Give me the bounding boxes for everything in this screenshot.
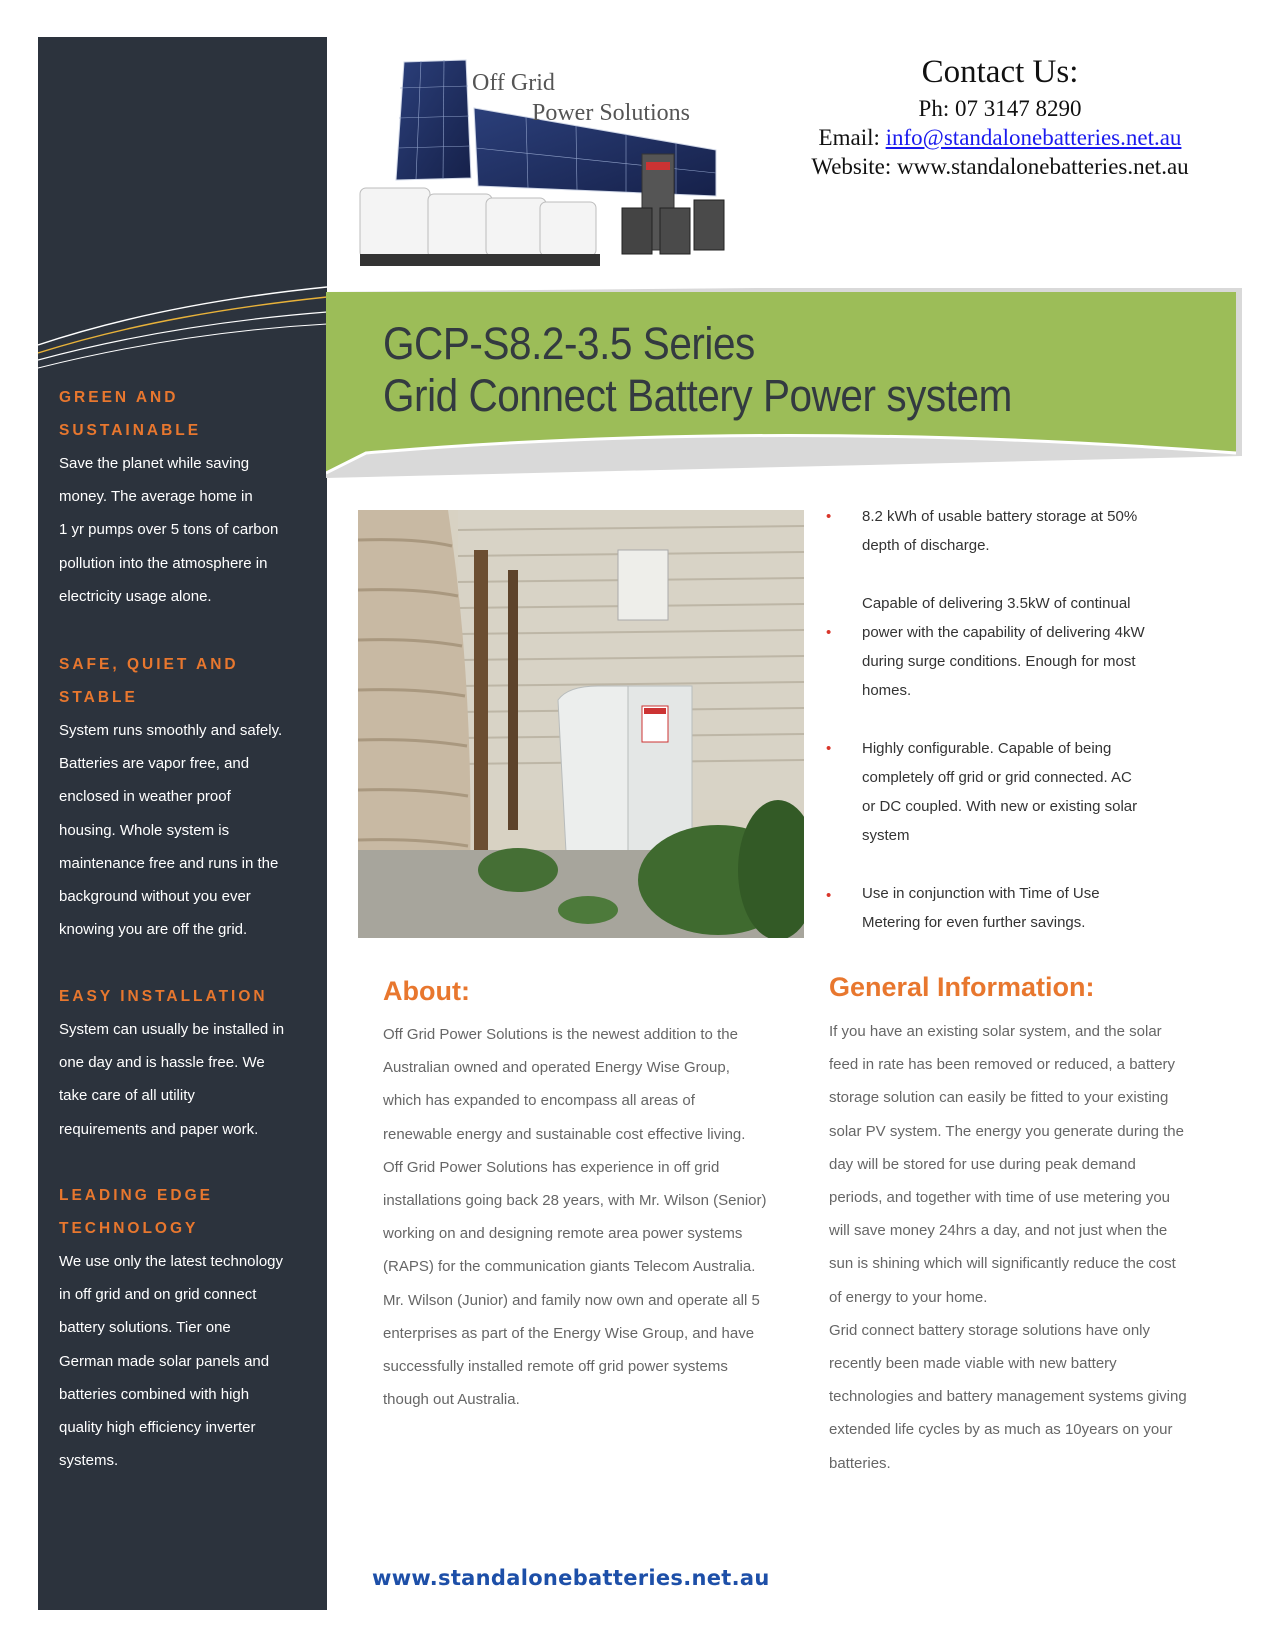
general-line: extended life cycles by as much as 10years on your	[829, 1421, 1173, 1439]
bullet-text: depth of discharge.	[862, 537, 990, 554]
general-line: storage solution can easily be fitted to your existing	[829, 1089, 1169, 1107]
section-text: money. The average home in	[59, 488, 253, 506]
general-line: solar PV system. The energy you generate during the	[829, 1122, 1184, 1140]
bullet-text: system	[862, 827, 910, 844]
bullet-text: homes.	[862, 682, 912, 699]
bullet-text: Capable of delivering 3.5kW of continual	[862, 595, 1131, 612]
bullet-icon: •	[826, 508, 832, 525]
section-text: System can usually be installed in	[59, 1021, 285, 1038]
title-line-1: GCP-S8.2-3.5 Series	[383, 318, 755, 369]
section-heading: TECHNOLOGY	[59, 1220, 199, 1237]
section-heading: LEADING EDGE	[59, 1187, 213, 1204]
title-line-2: Grid Connect Battery Power system	[383, 370, 1012, 421]
about-heading: About:	[383, 976, 470, 1006]
feature-bullet	[810, 502, 1170, 560]
product-photo	[358, 510, 804, 938]
about-line: successfully installed remote off grid power systems	[383, 1358, 728, 1376]
section-text: battery solutions. Tier one	[59, 1319, 231, 1337]
contact-block	[760, 50, 1240, 181]
feature-bullet	[810, 879, 1170, 937]
about-line: though out Australia.	[383, 1391, 520, 1409]
general-line: technologies and battery management systems giving	[829, 1388, 1187, 1406]
sidebar-section-green	[59, 381, 309, 613]
logo-text-line1: Off Grid	[472, 70, 555, 96]
about-text	[383, 1018, 793, 1416]
general-line: day will be stored for use during peak demand	[829, 1155, 1136, 1173]
section-text: electricity usage alone.	[59, 587, 212, 605]
email-label: Email:	[818, 125, 886, 150]
feature-bullet	[810, 589, 1170, 705]
contact-title: Contact Us:	[921, 54, 1079, 90]
contact-phone: Ph: 07 3147 8290	[918, 96, 1082, 121]
section-text: batteries combined with high	[59, 1385, 250, 1403]
company-logo	[356, 58, 746, 273]
general-line: If you have an existing solar system, and the solar	[829, 1023, 1162, 1040]
about-line: enterprises as part of the Energy Wise Group, and have	[383, 1324, 755, 1342]
section-heading: SAFE, QUIET AND	[59, 656, 239, 673]
footer-website-link[interactable]: www.standalonebatteries.net.au	[372, 1566, 770, 1590]
general-line: periods, and together with time of use metering you	[829, 1189, 1171, 1207]
bullet-text: during surge conditions. Enough for most	[862, 653, 1136, 670]
section-text: systems.	[59, 1452, 119, 1470]
feature-bullet	[810, 734, 1170, 850]
general-line: of energy to your home.	[829, 1288, 988, 1306]
section-text: requirements and paper work.	[59, 1120, 259, 1138]
section-text: Batteries are vapor free, and	[59, 755, 250, 773]
bullet-icon: •	[826, 624, 832, 641]
section-heading: STABLE	[59, 689, 138, 706]
section-text: Save the planet while saving	[59, 455, 250, 472]
section-text: System runs smoothly and safely.	[59, 722, 283, 739]
about-line: Australian owned and operated Energy Wise Group,	[383, 1059, 730, 1077]
sidebar	[38, 37, 327, 1610]
section-text: quality high efficiency inverter	[59, 1419, 256, 1437]
section-text: maintenance free and runs in the	[59, 854, 279, 872]
about-line: working on and designing remote area power systems	[383, 1225, 743, 1243]
bullet-text: 8.2 kWh of usable battery storage at 50%	[862, 508, 1138, 525]
section-heading: GREEN AND	[59, 389, 179, 406]
page-title	[383, 318, 1012, 422]
bullet-text: or DC coupled. With new or existing solar	[862, 798, 1138, 815]
section-text: 1 yr pumps over 5 tons of carbon	[59, 521, 279, 539]
section-text: pollution into the atmosphere in	[59, 554, 268, 572]
logo-text-line2: Power Solutions	[532, 100, 691, 126]
bullet-text: Use in conjunction with Time of Use	[862, 885, 1100, 902]
sidebar-section-install	[59, 980, 309, 1146]
general-line: will save money 24hrs a day, and not just when the	[829, 1222, 1168, 1240]
about-line: Off Grid Power Solutions has experience in off grid	[383, 1158, 720, 1176]
section-text: German made solar panels and	[59, 1352, 270, 1370]
section-text: in off grid and on grid connect	[59, 1286, 257, 1304]
section-text: enclosed in weather proof	[59, 788, 231, 806]
about-line: renewable energy and sustainable cost effective living.	[383, 1125, 746, 1143]
bullet-text: Highly configurable. Capable of being	[862, 740, 1112, 757]
feature-bullets	[810, 502, 1170, 937]
about-line: installations going back 28 years, with Mr. Wilson (Senior)	[383, 1192, 767, 1210]
sidebar-section-technology	[59, 1179, 309, 1477]
section-text: knowing you are off the grid.	[59, 921, 248, 939]
email-link[interactable]: info@standalonebatteries.net.au	[885, 125, 1182, 150]
bullet-icon: •	[826, 740, 832, 757]
general-line: batteries.	[829, 1454, 891, 1472]
section-heading: SUSTAINABLE	[59, 422, 202, 439]
general-line: recently been made viable with new battery	[829, 1355, 1117, 1373]
bullet-icon: •	[826, 887, 832, 904]
about-line: which has expanded to encompass all areas of	[383, 1092, 695, 1110]
section-text: take care of all utility	[59, 1087, 195, 1105]
bullet-text: power with the capability of delivering 4kW	[862, 624, 1145, 641]
general-info-heading: General Information:	[829, 972, 1095, 1002]
general-line: feed in rate has been removed or reduced, a battery	[829, 1056, 1176, 1074]
general-info-text	[829, 1015, 1249, 1480]
contact-email-row	[760, 123, 1240, 152]
general-line: sun is shining which will significantly reduce the cost	[829, 1255, 1176, 1273]
about-line: Off Grid Power Solutions is the newest addition to the	[383, 1026, 738, 1043]
section-text: housing. Whole system is	[59, 821, 230, 839]
about-line: Mr. Wilson (Junior) and family now own and operate all 5	[383, 1291, 760, 1309]
about-line: (RAPS) for the communication giants Telecom Australia.	[383, 1258, 756, 1276]
section-text: We use only the latest technology	[59, 1253, 284, 1270]
bullet-text: Metering for even further savings.	[862, 914, 1086, 931]
bullet-text: completely off grid or grid connected. AC	[862, 769, 1132, 786]
decorative-swoosh-lines	[38, 267, 327, 387]
section-text: background without you ever	[59, 888, 251, 906]
sidebar-section-safe	[59, 648, 309, 946]
section-heading: EASY INSTALLATION	[59, 988, 268, 1005]
general-line: Grid connect battery storage solutions have only	[829, 1321, 1151, 1339]
section-text: one day and is hassle free. We	[59, 1054, 265, 1072]
contact-website: Website: www.standalonebatteries.net.au	[811, 154, 1189, 179]
